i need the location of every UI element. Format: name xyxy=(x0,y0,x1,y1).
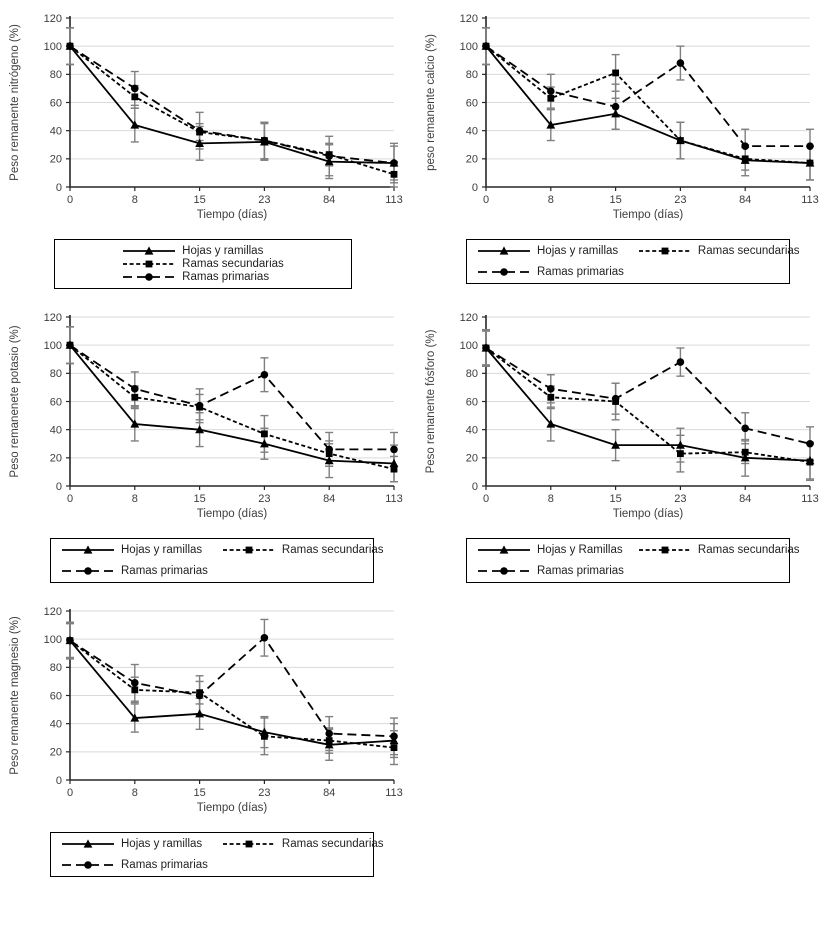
x-tick-label: 15 xyxy=(193,493,206,505)
tick-labels xyxy=(460,13,819,206)
y-tick-label: 20 xyxy=(49,746,62,759)
circle-marker xyxy=(482,42,490,50)
y-tick-label: 80 xyxy=(49,662,62,675)
series-ramas-secundarias xyxy=(67,342,398,473)
square-marker xyxy=(326,737,333,744)
legend-item-hojas-y-ramillas xyxy=(122,245,284,257)
circle-marker xyxy=(84,861,92,869)
legend-label: Hojas y Ramillas xyxy=(537,544,623,556)
square-marker xyxy=(612,70,619,77)
x-tick-label: 15 xyxy=(193,787,206,799)
circle-marker xyxy=(677,358,685,366)
x-tick-label: 8 xyxy=(131,493,138,505)
circle-marker xyxy=(806,440,814,448)
x-tick-label: 0 xyxy=(66,493,74,505)
x-tick-label: 23 xyxy=(258,787,271,799)
legend-item-hojas-y-ramillas xyxy=(477,245,624,257)
circle-marker xyxy=(741,424,749,432)
legend-label: Ramas secundarias xyxy=(697,544,800,556)
square-marker xyxy=(547,394,554,401)
series-ramas-secundarias xyxy=(483,43,814,167)
y-tick-label: 40 xyxy=(49,718,62,731)
circle-line-sample-icon xyxy=(122,271,176,283)
square-marker xyxy=(261,430,268,437)
circle-marker xyxy=(741,142,749,150)
x-tick-label: 15 xyxy=(609,493,622,505)
legend-item-hojas-y-ramillas xyxy=(477,544,624,556)
x-tick-label: 15 xyxy=(609,194,622,206)
circle-marker xyxy=(196,402,204,410)
y-tick-label: 120 xyxy=(459,311,478,324)
square-marker xyxy=(677,137,684,144)
y-tick-label: 60 xyxy=(465,396,478,409)
legend-item-ramas-secundarias xyxy=(638,544,800,556)
y-tick-label: 0 xyxy=(55,480,62,493)
circle-marker xyxy=(390,159,398,167)
square-line-sample-icon xyxy=(638,544,692,556)
y-tick-label: 0 xyxy=(471,480,478,493)
legend-inner xyxy=(477,544,800,577)
y-tick-label: 40 xyxy=(465,125,478,138)
series-hojas-y-ramillas xyxy=(482,343,815,464)
series-hojas-y-ramillas xyxy=(482,42,815,167)
square-marker xyxy=(131,394,138,401)
x-axis-title: Tiempo (días) xyxy=(612,508,684,520)
x-axis-title: Tiempo (días) xyxy=(196,802,268,814)
y-axis-title: Peso remanente fósforo (%) xyxy=(425,329,437,474)
y-tick-label: 0 xyxy=(55,774,62,787)
y-tick-label: 100 xyxy=(459,339,478,352)
circle-marker xyxy=(612,103,620,111)
square-marker xyxy=(391,744,398,751)
series-hojas-y-ramillas xyxy=(66,341,399,467)
circle-marker xyxy=(84,567,92,575)
y-tick-label: 100 xyxy=(43,339,62,352)
y-tick-label: 100 xyxy=(459,40,478,53)
potasio-legend xyxy=(50,538,384,583)
circle-marker xyxy=(547,87,555,95)
circle-marker xyxy=(325,730,333,738)
axes xyxy=(66,16,394,191)
y-tick-label: 40 xyxy=(49,424,62,437)
y-tick-label: 120 xyxy=(43,311,62,324)
circle-marker xyxy=(261,371,269,379)
y-tick-label: 80 xyxy=(49,368,62,381)
square-marker xyxy=(246,547,253,554)
x-tick-label: 8 xyxy=(547,493,554,505)
triangle-line-sample-icon xyxy=(61,838,115,850)
axes xyxy=(482,315,810,490)
y-axis-title: Peso remanente nitrógeno (%) xyxy=(9,24,21,181)
triangle-line-sample-icon xyxy=(122,245,176,257)
circle-marker xyxy=(261,634,269,642)
empty-cell xyxy=(416,597,832,877)
triangle-line-sample-icon xyxy=(477,544,531,556)
gridlines xyxy=(486,18,810,159)
x-tick-label: 15 xyxy=(193,194,206,206)
legend-label: Ramas secundarias xyxy=(182,258,284,270)
x-axis-title: Tiempo (días) xyxy=(196,209,268,221)
y-tick-label: 20 xyxy=(49,452,62,465)
y-tick-label: 20 xyxy=(465,452,478,465)
circle-marker xyxy=(500,268,508,276)
x-axis-title: Tiempo (días) xyxy=(612,209,684,221)
x-tick-label: 113 xyxy=(801,194,819,206)
x-tick-label: 0 xyxy=(482,194,490,206)
legend-label: Ramas primarias xyxy=(537,565,624,577)
y-tick-label: 100 xyxy=(43,633,62,646)
y-tick-label: 60 xyxy=(465,97,478,110)
x-tick-label: 23 xyxy=(258,194,271,206)
x-tick-label: 113 xyxy=(385,787,403,799)
x-tick-label: 84 xyxy=(323,787,336,799)
gridlines xyxy=(70,18,394,159)
square-marker xyxy=(742,155,749,162)
series-hojas-y-ramillas xyxy=(66,42,399,167)
x-tick-label: 8 xyxy=(131,194,138,206)
circle-marker xyxy=(131,85,139,93)
x-tick-label: 23 xyxy=(674,194,687,206)
circle-marker xyxy=(677,59,685,67)
axes xyxy=(66,609,394,784)
legend-item-hojas-y-ramillas xyxy=(61,544,208,556)
tick-labels xyxy=(44,606,403,799)
y-tick-label: 120 xyxy=(43,12,62,25)
legend-label: Ramas primarias xyxy=(537,266,624,278)
legend-item-ramas-primarias xyxy=(61,565,208,577)
x-tick-label: 0 xyxy=(482,493,490,505)
tick-labels xyxy=(460,312,819,505)
square-line-sample-icon xyxy=(222,838,276,850)
circle-marker xyxy=(390,733,398,741)
legend-item-hojas-y-ramillas xyxy=(61,838,208,850)
square-line-sample-icon xyxy=(222,544,276,556)
potasio-plot xyxy=(6,309,406,523)
circle-marker xyxy=(612,395,620,403)
legend-item-ramas-primarias xyxy=(122,271,284,283)
circle-marker xyxy=(547,385,555,393)
circle-line-sample-icon xyxy=(477,266,531,278)
y-tick-label: 20 xyxy=(465,153,478,166)
y-tick-label: 0 xyxy=(55,181,62,194)
gridlines xyxy=(486,317,810,458)
legend-label: Hojas y ramillas xyxy=(537,245,619,257)
nitrogeno-plot xyxy=(6,10,406,224)
square-marker xyxy=(261,733,268,740)
square-marker xyxy=(742,449,749,456)
chart-magnesio xyxy=(0,597,416,877)
error-bars xyxy=(482,28,814,180)
x-tick-label: 23 xyxy=(674,493,687,505)
y-tick-label: 60 xyxy=(49,690,62,703)
y-axis-title: peso remanente calcio (%) xyxy=(425,34,437,171)
legend-label: Ramas primarias xyxy=(121,859,208,871)
x-tick-label: 113 xyxy=(385,493,403,505)
circle-marker xyxy=(325,446,333,454)
gridlines xyxy=(70,611,394,752)
y-axis-title: Peso remanenete potasio (%) xyxy=(9,325,21,478)
circle-line-sample-icon xyxy=(61,565,115,577)
x-tick-label: 0 xyxy=(66,787,74,799)
series-ramas-primarias xyxy=(66,42,398,166)
square-marker xyxy=(662,547,669,554)
tick-labels xyxy=(44,312,403,505)
x-tick-label: 84 xyxy=(323,194,336,206)
x-tick-label: 113 xyxy=(801,493,819,505)
x-tick-label: 0 xyxy=(66,194,74,206)
circle-marker xyxy=(66,637,74,645)
legend-inner xyxy=(122,245,284,283)
legend-item-ramas-primarias xyxy=(477,266,624,278)
legend-item-ramas-primarias xyxy=(477,565,624,577)
circle-marker xyxy=(390,446,398,454)
y-tick-label: 20 xyxy=(49,153,62,166)
tick-labels xyxy=(44,13,403,206)
circle-line-sample-icon xyxy=(61,859,115,871)
x-tick-label: 84 xyxy=(739,493,752,505)
circle-marker xyxy=(66,42,74,50)
legend-label: Hojas y ramillas xyxy=(121,838,203,850)
legend-label: Ramas secundarias xyxy=(281,838,384,850)
circle-marker xyxy=(196,127,204,135)
square-marker xyxy=(807,160,814,167)
calcio-legend xyxy=(466,239,800,284)
square-marker xyxy=(246,841,253,848)
y-tick-label: 80 xyxy=(49,69,62,82)
square-marker xyxy=(547,95,554,102)
circle-marker xyxy=(261,137,269,145)
legend-label: Ramas primarias xyxy=(182,271,270,283)
triangle-line-sample-icon xyxy=(477,245,531,257)
legend-item-ramas-secundarias xyxy=(222,838,384,850)
x-tick-label: 84 xyxy=(739,194,752,206)
magnesio-legend xyxy=(50,832,384,877)
x-tick-label: 84 xyxy=(323,493,336,505)
circle-marker xyxy=(806,142,814,150)
circle-marker xyxy=(196,692,204,700)
calcio-plot xyxy=(422,10,822,224)
legend-label: Ramas primarias xyxy=(121,565,208,577)
error-bars xyxy=(66,28,398,187)
axes xyxy=(482,16,810,191)
y-tick-label: 40 xyxy=(465,424,478,437)
y-tick-label: 60 xyxy=(49,97,62,110)
series-ramas-primarias xyxy=(482,344,814,447)
chart-potasio xyxy=(0,303,416,583)
legend-inner xyxy=(477,245,800,278)
series-ramas-primarias xyxy=(482,42,814,150)
circle-marker xyxy=(482,344,490,352)
chart-fosforo xyxy=(416,303,832,583)
square-line-sample-icon xyxy=(638,245,692,257)
square-marker xyxy=(662,248,669,255)
y-tick-label: 80 xyxy=(465,69,478,82)
square-marker xyxy=(146,261,153,268)
x-tick-label: 8 xyxy=(547,194,554,206)
x-tick-label: 23 xyxy=(258,493,271,505)
series-ramas-primarias xyxy=(66,634,398,740)
legend-label: Ramas secundarias xyxy=(697,245,800,257)
circle-marker xyxy=(325,152,333,160)
circle-marker xyxy=(131,679,139,687)
square-marker xyxy=(677,450,684,457)
circle-marker xyxy=(66,341,74,349)
square-marker xyxy=(807,459,814,466)
x-axis-title: Tiempo (días) xyxy=(196,508,268,520)
axes xyxy=(66,315,394,490)
legend-label: Ramas secundarias xyxy=(281,544,384,556)
y-tick-label: 0 xyxy=(471,181,478,194)
y-tick-label: 120 xyxy=(459,12,478,25)
magnesio-plot xyxy=(6,603,406,817)
circle-marker xyxy=(131,385,139,393)
circle-line-sample-icon xyxy=(477,565,531,577)
square-marker xyxy=(391,466,398,473)
x-tick-label: 113 xyxy=(385,194,403,206)
legend-item-ramas-secundarias xyxy=(638,245,800,257)
legend-inner xyxy=(61,838,384,871)
legend-item-ramas-primarias xyxy=(61,859,208,871)
chart-calcio xyxy=(416,4,832,289)
y-tick-label: 80 xyxy=(465,368,478,381)
y-tick-label: 60 xyxy=(49,396,62,409)
y-tick-label: 100 xyxy=(43,40,62,53)
legend-item-ramas-secundarias xyxy=(122,258,284,270)
circle-marker xyxy=(500,567,508,575)
square-line-sample-icon xyxy=(122,258,176,270)
legend-label: Hojas y ramillas xyxy=(182,245,264,257)
series-ramas-secundarias xyxy=(483,345,814,466)
legend-label: Hojas y ramillas xyxy=(121,544,203,556)
triangle-line-sample-icon xyxy=(61,544,115,556)
square-marker xyxy=(391,171,398,178)
y-axis-title: Peso remanente magnesio (%) xyxy=(9,616,21,775)
series-ramas-secundarias xyxy=(67,43,398,178)
series-hojas-y-ramillas xyxy=(66,636,399,748)
legend-item-ramas-secundarias xyxy=(222,544,384,556)
y-tick-label: 120 xyxy=(43,605,62,618)
x-tick-label: 8 xyxy=(131,787,138,799)
y-tick-label: 40 xyxy=(49,125,62,138)
nitrogeno-legend xyxy=(54,239,352,289)
fosforo-legend xyxy=(466,538,800,583)
circle-marker xyxy=(145,273,153,281)
square-marker xyxy=(131,686,138,693)
fosforo-plot xyxy=(422,309,822,523)
chart-nitrogeno xyxy=(0,4,416,289)
square-marker xyxy=(131,93,138,100)
legend-inner xyxy=(61,544,384,577)
